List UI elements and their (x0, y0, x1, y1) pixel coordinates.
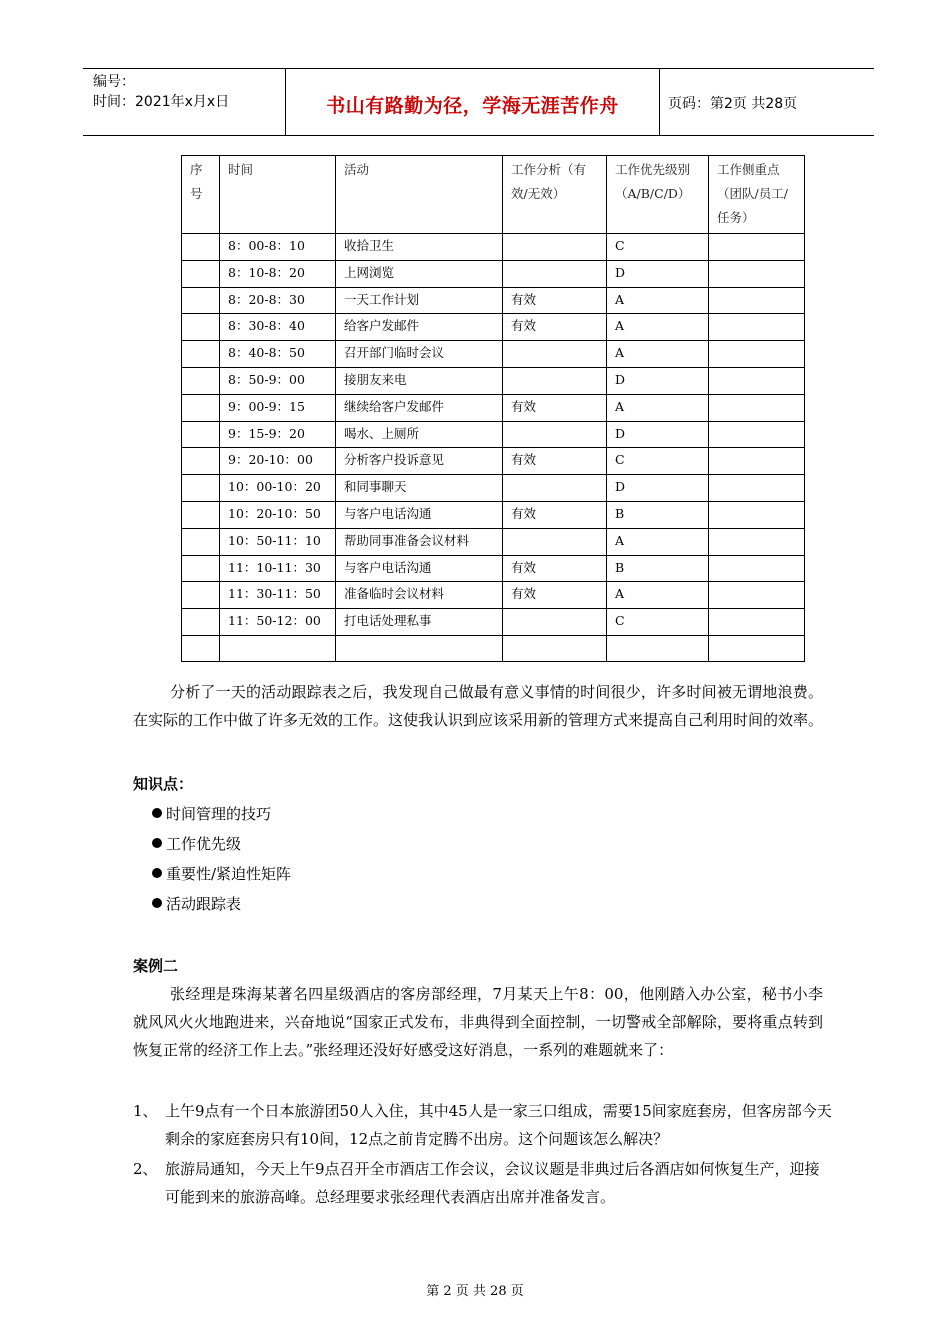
table-row (182, 287, 805, 314)
cell-focus (709, 394, 805, 421)
table-row (182, 555, 805, 582)
cell-time: 11：50-12：00 (220, 609, 336, 636)
cell-priority: A (607, 394, 709, 421)
cell-index (182, 421, 220, 448)
cell-index (182, 555, 220, 582)
cell-analysis: 有效 (503, 448, 607, 475)
cell-focus (709, 287, 805, 314)
table-row (182, 501, 805, 528)
header-date: 时间：2021年x月x日 (93, 94, 230, 110)
table-row (182, 421, 805, 448)
list-item-text: 旅游局通知，今天上午9点召开全市酒店工作会议，会议议题是非典过后各酒店如何恢复生产，迎接可能到来的旅游高峰。总经理要求张经理代表酒店出席并准备发言。 (165, 1160, 820, 1206)
cell-focus (709, 501, 805, 528)
cell-time: 10：00-10：20 (220, 475, 336, 502)
table-row (182, 609, 805, 636)
cell-priority: D (607, 367, 709, 394)
list-item-text: 重要性/紧迫性矩阵 (166, 865, 292, 883)
list-item-text: 工作优先级 (166, 835, 242, 853)
page-footer: 第 2 页 共 28 页 (426, 1284, 524, 1299)
cell-analysis: 有效 (503, 314, 607, 341)
cell-time: 8：40-8：50 (220, 341, 336, 368)
bullet-icon (152, 808, 162, 818)
list-item (133, 1155, 833, 1211)
cell-priority: D (607, 260, 709, 287)
cell-analysis (503, 234, 607, 261)
knowledge-list (152, 800, 291, 920)
cell-index (182, 475, 220, 502)
bullet-icon (152, 898, 162, 908)
cell-index (182, 341, 220, 368)
table-row (182, 314, 805, 341)
cell-focus (709, 475, 805, 502)
cell-focus (709, 635, 805, 661)
table-header-row (182, 156, 805, 234)
table-row (182, 635, 805, 661)
cell-time: 8：00-8：10 (220, 234, 336, 261)
cell-activity: 和同事聊天 (336, 475, 503, 502)
cell-activity: 帮助同事准备会议材料 (336, 528, 503, 555)
col-header-activity: 活动 (336, 156, 503, 234)
cell-focus (709, 260, 805, 287)
cell-index (182, 367, 220, 394)
cell-time: 11：30-11：50 (220, 582, 336, 609)
cell-activity: 喝水、上厕所 (336, 421, 503, 448)
cell-analysis (503, 367, 607, 394)
cell-focus (709, 314, 805, 341)
cell-priority: A (607, 582, 709, 609)
table-body (182, 234, 805, 662)
cell-priority: A (607, 528, 709, 555)
cell-time: 8：50-9：00 (220, 367, 336, 394)
cell-priority: A (607, 314, 709, 341)
list-item (152, 860, 291, 890)
cell-time: 10：50-11：10 (220, 528, 336, 555)
table-row (182, 394, 805, 421)
cell-activity: 给客户发邮件 (336, 314, 503, 341)
table-row (182, 582, 805, 609)
cell-priority: A (607, 287, 709, 314)
cell-priority: B (607, 555, 709, 582)
cell-activity: 召开部门临时会议 (336, 341, 503, 368)
cell-analysis (503, 260, 607, 287)
cell-focus (709, 341, 805, 368)
cell-priority: D (607, 421, 709, 448)
col-header-analysis: 工作分析（有效/无效） (503, 156, 607, 234)
list-item (152, 800, 291, 830)
cell-activity: 打电话处理私事 (336, 609, 503, 636)
cell-index (182, 501, 220, 528)
header-number: 编号： (93, 74, 135, 90)
cell-activity: 与客户电话沟通 (336, 501, 503, 528)
table-row (182, 260, 805, 287)
cell-index (182, 635, 220, 661)
cell-analysis: 有效 (503, 582, 607, 609)
cell-focus (709, 421, 805, 448)
list-item-text: 时间管理的技巧 (166, 805, 272, 823)
cell-activity (336, 635, 503, 661)
list-item (152, 830, 291, 860)
cell-activity: 一天工作计划 (336, 287, 503, 314)
table-row (182, 341, 805, 368)
cell-priority: A (607, 341, 709, 368)
cell-focus (709, 609, 805, 636)
col-header-priority: 工作优先级别（A/B/C/D） (607, 156, 709, 234)
list-item-number: 2、 (133, 1160, 158, 1178)
cell-index (182, 287, 220, 314)
col-header-time: 时间 (220, 156, 336, 234)
cell-focus (709, 555, 805, 582)
cell-time (220, 635, 336, 661)
cell-activity: 与客户电话沟通 (336, 555, 503, 582)
table-row (182, 475, 805, 502)
list-item (152, 890, 291, 920)
col-header-index: 序号 (182, 156, 220, 234)
cell-analysis (503, 635, 607, 661)
cell-time: 11：10-11：30 (220, 555, 336, 582)
cell-activity: 准备临时会议材料 (336, 582, 503, 609)
header-page-number: 页码：第2页 共28页 (668, 96, 798, 112)
cell-focus (709, 582, 805, 609)
cell-analysis: 有效 (503, 394, 607, 421)
case2-intro: 张经理是珠海某著名四星级酒店的客房部经理，7月某天上午8：00，他刚踏入办公室，秘书小李就风风火火地跑进来，兴奋地说“国家正式发布，非典得到全面控制，一切警戒全部解除，要将重点转到恢复正常的经济工作上去。”张经理还没好好感受这好消息，一系列的难题就来了： (133, 985, 823, 1059)
cell-focus (709, 528, 805, 555)
cell-time: 9：00-9：15 (220, 394, 336, 421)
cell-activity: 分析客户投诉意见 (336, 448, 503, 475)
cell-focus (709, 367, 805, 394)
cell-index (182, 448, 220, 475)
page-header (83, 68, 874, 136)
cell-index (182, 609, 220, 636)
cell-analysis: 有效 (503, 501, 607, 528)
cell-index (182, 314, 220, 341)
table-row (182, 234, 805, 261)
list-item (133, 1097, 833, 1153)
cell-analysis: 有效 (503, 287, 607, 314)
cell-index (182, 260, 220, 287)
cell-priority: C (607, 609, 709, 636)
cell-analysis (503, 528, 607, 555)
activity-table (181, 155, 805, 662)
case2-heading: 案例二 (133, 957, 179, 975)
cell-activity: 上网浏览 (336, 260, 503, 287)
cell-analysis (503, 341, 607, 368)
bullet-icon (152, 838, 162, 848)
cell-activity: 收拾卫生 (336, 234, 503, 261)
table-row (182, 367, 805, 394)
cell-priority (607, 635, 709, 661)
list-item-text: 活动跟踪表 (166, 895, 242, 913)
table-row (182, 528, 805, 555)
list-item-number: 1、 (133, 1102, 158, 1120)
table-row (182, 448, 805, 475)
header-info (93, 72, 229, 112)
cell-priority: D (607, 475, 709, 502)
cell-time: 9：20-10：00 (220, 448, 336, 475)
cell-priority: C (607, 234, 709, 261)
cell-focus (709, 448, 805, 475)
cell-activity: 接朋友来电 (336, 367, 503, 394)
cell-index (182, 394, 220, 421)
case2-list (133, 1097, 833, 1213)
cell-time: 8：20-8：30 (220, 287, 336, 314)
col-header-focus: 工作侧重点（团队/员工/任务） (709, 156, 805, 234)
header-motto: 书山有路勤为径，学海无涯苦作舟 (326, 95, 619, 117)
bullet-icon (152, 868, 162, 878)
cell-analysis (503, 475, 607, 502)
cell-focus (709, 234, 805, 261)
knowledge-heading: 知识点： (133, 775, 194, 793)
analysis-paragraph: 分析了一天的活动跟踪表之后，我发现自己做最有意义事情的时间很少，许多时间被无谓地浪费。在实际的工作中做了许多无效的工作。这使我认识到应该采用新的管理方式来提高自己利用时间的效率。 (133, 683, 824, 729)
cell-analysis (503, 609, 607, 636)
cell-priority: B (607, 501, 709, 528)
cell-time: 10：20-10：50 (220, 501, 336, 528)
list-item-text: 上午9点有一个日本旅游团50人入住，其中45人是一家三口组成，需要15间家庭套房，但客房部今天剩余的家庭套房只有10间，12点之前肯定腾不出房。这个问题该怎么解决？ (165, 1102, 832, 1148)
cell-analysis (503, 421, 607, 448)
cell-time: 8：30-8：40 (220, 314, 336, 341)
cell-index (182, 528, 220, 555)
cell-time: 9：15-9：20 (220, 421, 336, 448)
cell-activity: 继续给客户发邮件 (336, 394, 503, 421)
cell-time: 8：10-8：20 (220, 260, 336, 287)
header-divider (659, 69, 660, 135)
cell-index (182, 582, 220, 609)
cell-analysis: 有效 (503, 555, 607, 582)
cell-index (182, 234, 220, 261)
cell-priority: C (607, 448, 709, 475)
